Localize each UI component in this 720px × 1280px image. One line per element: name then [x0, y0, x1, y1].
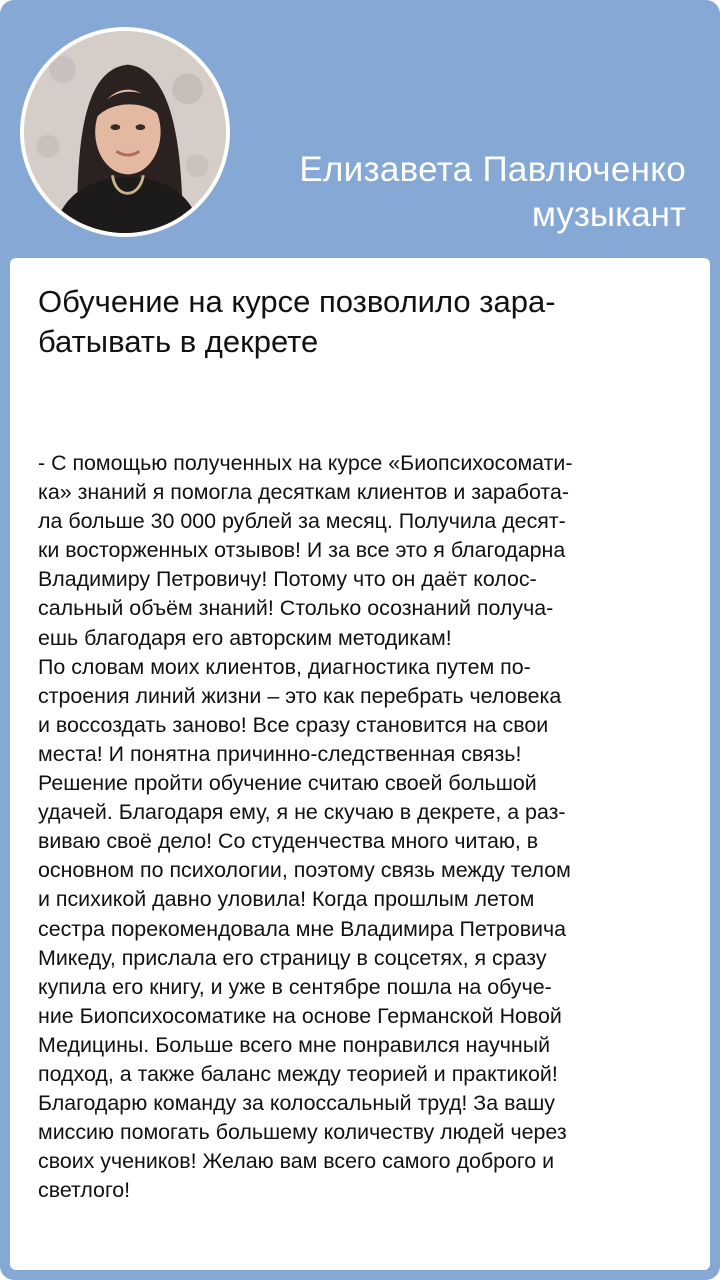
testimonial-body: [38, 449, 702, 1205]
body-line: ла больше 30 000 рублей за месяц. Получила десят-: [38, 509, 566, 534]
person-name: Елизавета Павлюченко: [299, 150, 686, 189]
body-line: ешь благодаря его авторским методикам!: [38, 625, 452, 650]
body-line: миссию помогать большему количеству людей через: [38, 1120, 567, 1145]
person-role: музыкант: [531, 195, 686, 234]
body-line: основном по психологии, поэтому связь между телом: [38, 858, 571, 883]
profile-header: [0, 0, 720, 258]
body-line: и психикой давно уловила! Когда прошлым летом: [38, 887, 535, 912]
body-line: Медицины. Больше всего мне понравился научный: [38, 1032, 551, 1057]
body-line: ние Биопсихосоматике на основе Германской Новой: [38, 1003, 562, 1028]
body-line: Решение пройти обучение считаю своей большой: [38, 771, 537, 796]
avatar: [20, 27, 230, 237]
body-line: светлого!: [38, 1178, 131, 1203]
avatar-portrait: [24, 31, 226, 233]
title-line: батывать в декрете: [38, 324, 319, 359]
body-line: купила его книгу, и уже в сентябре пошла на обуче-: [38, 974, 552, 999]
body-line: Микеду, прислала его страницу в соцсетях, я сразу: [38, 945, 547, 970]
body-line: ка» знаний я помогла десяткам клиентов и заработа-: [38, 480, 569, 505]
testimonial-title: [38, 282, 698, 362]
body-line: места! И понятна причинно-следственная связь!: [38, 741, 522, 766]
body-line: строения линий жизни – это как перебрать человека: [38, 683, 562, 708]
body-line: удачей. Благодаря ему, я не скучаю в декрете, а раз-: [38, 800, 566, 825]
body-line: виваю своё дело! Со студенчества много читаю, в: [38, 829, 539, 854]
body-line: Благодарю команду за колоссальный труд! За вашу: [38, 1091, 555, 1116]
body-line: сестра порекомендовала мне Владимира Петровича: [38, 916, 567, 941]
body-line: и воссоздать заново! Все сразу становится на свои: [38, 712, 549, 737]
body-line: - С помощью полученных на курсе «Биопсихосомати-: [38, 451, 573, 475]
body-line: ки восторженных отзывов! И за все это я благодарна: [38, 538, 566, 563]
body-line: сальный объём знаний! Столько осознаний получа-: [38, 596, 554, 621]
body-line: подход, а также баланс между теорией и практикой!: [38, 1061, 558, 1086]
testimonial-card: [10, 258, 710, 1270]
body-line: своих учеников! Желаю вам всего самого доброго и: [38, 1149, 555, 1174]
body-line: По словам моих клиентов, диагностика путем по-: [38, 654, 531, 679]
title-line: Обучение на курсе позволило зара-: [38, 284, 556, 319]
body-line: Владимиру Петровичу! Потому что он даёт колос-: [38, 567, 537, 592]
